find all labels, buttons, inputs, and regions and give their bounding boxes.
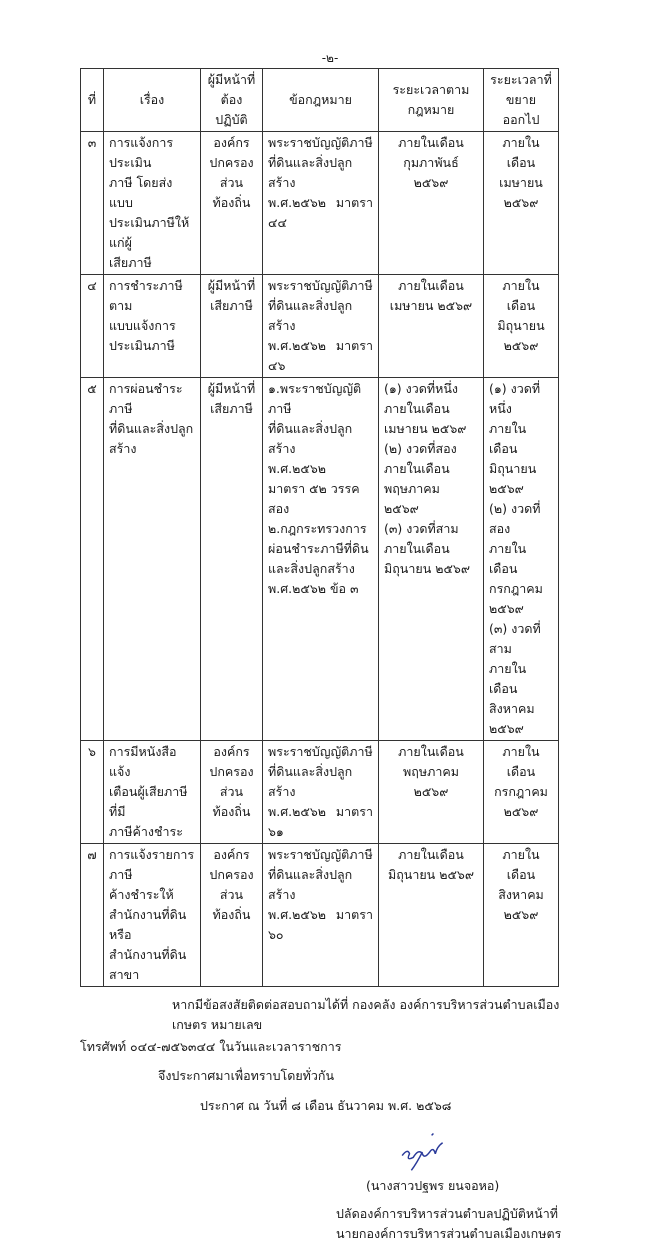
cell-line: ภาษี โดยส่งแบบ [109,175,173,210]
cell-line: มิถุนายน ๒๕๖๙ [384,561,471,576]
cell-legal-period [379,275,484,378]
cell-line: ภายในเดือน [398,278,464,293]
cell-legal-period [379,132,484,275]
cell-line: พฤษภาคม ๒๕๖๙ [384,481,440,516]
cell-line: ที่ดินและสิ่งปลูก [109,421,194,436]
cell-line: การผ่อนชำระภาษี [109,381,183,416]
cell-line: มิถุนายน ๒๕๖๙ [489,461,537,496]
cell-line: พ.ศ.๒๕๖๒ ข้อ ๓ [268,581,359,596]
cell-line: กรกฎาคม ๒๕๖๙ [494,784,548,819]
cell-line: กุมภาพันธ์ ๒๕๖๙ [403,155,459,190]
header-responsible [201,69,263,132]
cell-line: ส่วน [219,784,244,799]
cell-line: ที่ดินและสิ่งปลูกสร้าง [268,155,353,190]
cell-line [268,336,373,356]
cell-responsible [201,378,263,741]
cell-line: มาตรา ๕๒ วรรคสอง [268,481,360,516]
table-row [81,844,559,987]
cell-line: การแจ้งรายการภาษี [109,847,195,882]
cell-line: มิถุนายน ๒๕๖๙ [497,318,545,353]
cell-line: ผู้มีหน้าที่ [207,278,256,293]
cell-line: ภายในเดือน [398,847,464,862]
announcement-date: ประกาศ ณ วันที่ ๘ เดือน ธันวาคม พ.ศ. ๒๕๖๘ [200,1098,452,1113]
cell-law [263,132,379,275]
cell-line: เมษายน ๒๕๖๙ [389,298,473,313]
cell-line: องค์กร [213,135,250,150]
table-row [81,378,559,741]
cell-line: ภายในเดือน [398,744,464,759]
cell-line: ภายในเดือน [384,461,450,476]
cell-line: การมีหนังสือแจ้ง [109,744,177,779]
cell-line: (๒) งวดที่สอง [384,441,457,456]
header-text: ปฏิบัติ [215,112,248,127]
cell-line: (๑) งวดที่หนึ่ง [489,381,541,416]
header-text: ต้อง [220,92,243,107]
cell-text: พ.ศ.๒๕๖๒ [268,195,326,210]
cell-line: ที่ดินและสิ่งปลูกสร้าง [268,421,353,456]
cell-line: เสียภาษี [109,255,152,270]
cell-text: มาตรา [335,338,373,353]
cell-line: พระราชบัญญัติภาษี [268,135,373,150]
header-text: ข้อกฎหมาย [289,92,352,107]
table-row [81,132,559,275]
cell-line: ผ่อนชำระภาษีที่ดิน [268,541,369,556]
cell-law [263,844,379,987]
cell-responsible [201,741,263,844]
cell-subject [104,741,201,844]
header-subject [104,69,201,132]
cell-no: ๔ [81,275,104,378]
cell-text: พ.ศ.๒๕๖๒ [268,907,326,922]
signer-title-2: นายกองค์การบริหารส่วนตำบลเมืองเกษตร [336,1226,562,1241]
header-extended-period [484,69,559,132]
cell-line: ท้องถิ่น [212,804,251,819]
header-legal-period [379,69,484,132]
cell-text: พ.ศ.๒๕๖๒ [268,338,326,353]
cell-line: ภายในเดือน [398,135,464,150]
cell-line: ภายในเดือน [502,744,540,779]
cell-line: ๒.กฎกระทรวงการ [268,521,367,536]
cell-line: มิถุนายน ๒๕๖๙ [387,867,474,882]
header-no [81,69,104,132]
signature-image [392,1128,462,1174]
cell-line: พฤษภาคม ๒๕๖๙ [403,764,459,799]
cell-line: ๖๐ [268,927,284,942]
cell-no: ๕ [81,378,104,741]
header-text: กฎหมาย [407,102,455,117]
announcement: จึงประกาศมาเพื่อทราบโดยทั่วกัน [158,1068,335,1083]
signature-area [80,1128,560,1174]
cell-line: การชำระภาษีตาม [109,278,183,313]
cell-line: พระราชบัญญัติภาษี [268,847,373,862]
cell-line: ท้องถิ่น [212,195,251,210]
cell-line: ภายในเดือนสิงหาคม [498,847,544,902]
cell-law [263,378,379,741]
cell-line: ผู้มีหน้าที่ [207,381,256,396]
cell-law [263,275,379,378]
cell-line: สำนักงานที่ดินหรือ [109,907,187,942]
cell-line: ที่ดินและสิ่งปลูกสร้าง [268,867,353,902]
cell-line: องค์กร [213,744,250,759]
cell-line: และสิ่งปลูกสร้าง [268,561,355,576]
cell-line: ภายในเดือน [489,541,527,576]
cell-line: ที่ดินและสิ่งปลูกสร้าง [268,764,353,799]
cell-line: สำนักงานที่ดินสาขา [109,947,187,982]
cell-line: ภายในเดือน [489,661,527,696]
cell-line: ภายในเดือน [489,421,527,456]
cell-text: มาตรา [335,907,373,922]
cell-no: ๗ [81,844,104,987]
table-row [81,741,559,844]
cell-line: (๓) งวดที่สาม [489,621,541,656]
cell-line [268,905,373,925]
header-law [263,69,379,132]
cell-extended-period [484,844,559,987]
tax-schedule-table [80,68,559,987]
cell-line: ๔๔ [268,215,287,230]
cell-line: (๓) งวดที่สาม [384,521,459,536]
cell-line: แบบแจ้งการ [109,318,176,333]
header-text: เรื่อง [139,92,165,107]
signer-name: (นางสาวปฐพร ยนจอหอ) [366,1178,500,1193]
cell-extended-period [484,741,559,844]
cell-line: ค้างชำระให้ [109,887,174,902]
contact-line-2: โทรศัพท์ ๐๔๔-๗๕๖๓๔๔ ในวันและเวลาราชการ [80,1039,342,1054]
cell-legal-period [379,378,484,741]
header-text: ที่ [87,92,97,107]
cell-subject [104,132,201,275]
cell-line: ๔๖ [268,358,286,373]
cell-line: เมษายน ๒๕๖๙ [384,421,467,436]
cell-line: ๒๕๖๙ [503,907,539,922]
cell-subject [104,844,201,987]
cell-responsible [201,844,263,987]
signer-title-1: ปลัดองค์การบริหารส่วนตำบลปฏิบัติหน้าที่ [336,1206,558,1221]
table-header-row [81,69,559,132]
cell-line: (๑) งวดที่หนึ่ง [384,381,459,396]
cell-extended-period [484,275,559,378]
cell-line: สร้าง [109,441,137,456]
cell-no: ๓ [81,132,104,275]
header-text: ออกไป [502,112,540,127]
cell-line: เสียภาษี [210,401,253,416]
page-number: -๒- [321,51,339,65]
cell-text: มาตรา [335,804,373,819]
cell-text: พ.ศ.๒๕๖๒ [268,804,326,819]
cell-law [263,741,379,844]
cell-line: การแจ้งการประเมิน [109,135,174,170]
cell-line: ประเมินภาษีให้แก่ผู้ [109,215,190,250]
cell-line: ภายในเดือน [384,541,450,556]
cell-line: ประเมินภาษี [109,338,175,353]
cell-line: พระราชบัญญัติภาษี [268,744,373,759]
cell-line [268,802,373,822]
cell-line: ภายในเดือน [502,278,540,313]
cell-line: ภาษีค้างชำระ [109,824,183,839]
cell-extended-period [484,378,559,741]
cell-no: ๖ [81,741,104,844]
header-text: ระยะเวลาตาม [392,82,470,97]
cell-line: เสียภาษี [210,298,253,313]
contact-line-1: หากมีข้อสงสัยติดต่อสอบถามได้ที่ กองคลัง องค์การบริหารส่วนตำบลเมืองเกษตร หมายเลข [172,997,560,1032]
cell-responsible [201,132,263,275]
cell-line: ส่วน [219,887,244,902]
cell-responsible [201,275,263,378]
cell-line: พระราชบัญญัติภาษี [268,278,373,293]
document-body [80,68,560,1244]
cell-line: ท้องถิ่น [212,907,251,922]
cell-extended-period [484,132,559,275]
cell-line: องค์กร [213,847,250,862]
header-text: ผู้มีหน้าที่ [207,72,256,87]
header-text: ระยะเวลาที่ขยาย [490,72,552,107]
cell-subject [104,378,201,741]
cell-line: ปกครอง [209,764,254,779]
cell-legal-period [379,844,484,987]
cell-line: (๒) งวดที่สอง [489,501,541,536]
table-row [81,275,559,378]
cell-line: ภายในเดือน [384,401,450,416]
cell-line: ภายในเดือนเมษายน [499,135,543,190]
cell-line [268,193,373,213]
cell-text: มาตรา [335,195,373,210]
cell-subject [104,275,201,378]
cell-legal-period [379,741,484,844]
cell-line: ส่วน [219,175,244,190]
cell-line: ปกครอง [209,867,254,882]
cell-line: พ.ศ.๒๕๖๒ [268,461,326,476]
cell-line: ๒๕๖๙ [503,195,539,210]
cell-line: ๑.พระราชบัญญัติภาษี [268,381,362,416]
cell-line: เตือนผู้เสียภาษีที่มี [109,784,188,819]
cell-line: กรกฎาคม ๒๕๖๙ [489,581,543,616]
cell-line: ๖๑ [268,824,284,839]
cell-line: สิงหาคม ๒๕๖๙ [489,701,535,736]
cell-line: ปกครอง [209,155,254,170]
cell-line: ที่ดินและสิ่งปลูกสร้าง [268,298,353,333]
